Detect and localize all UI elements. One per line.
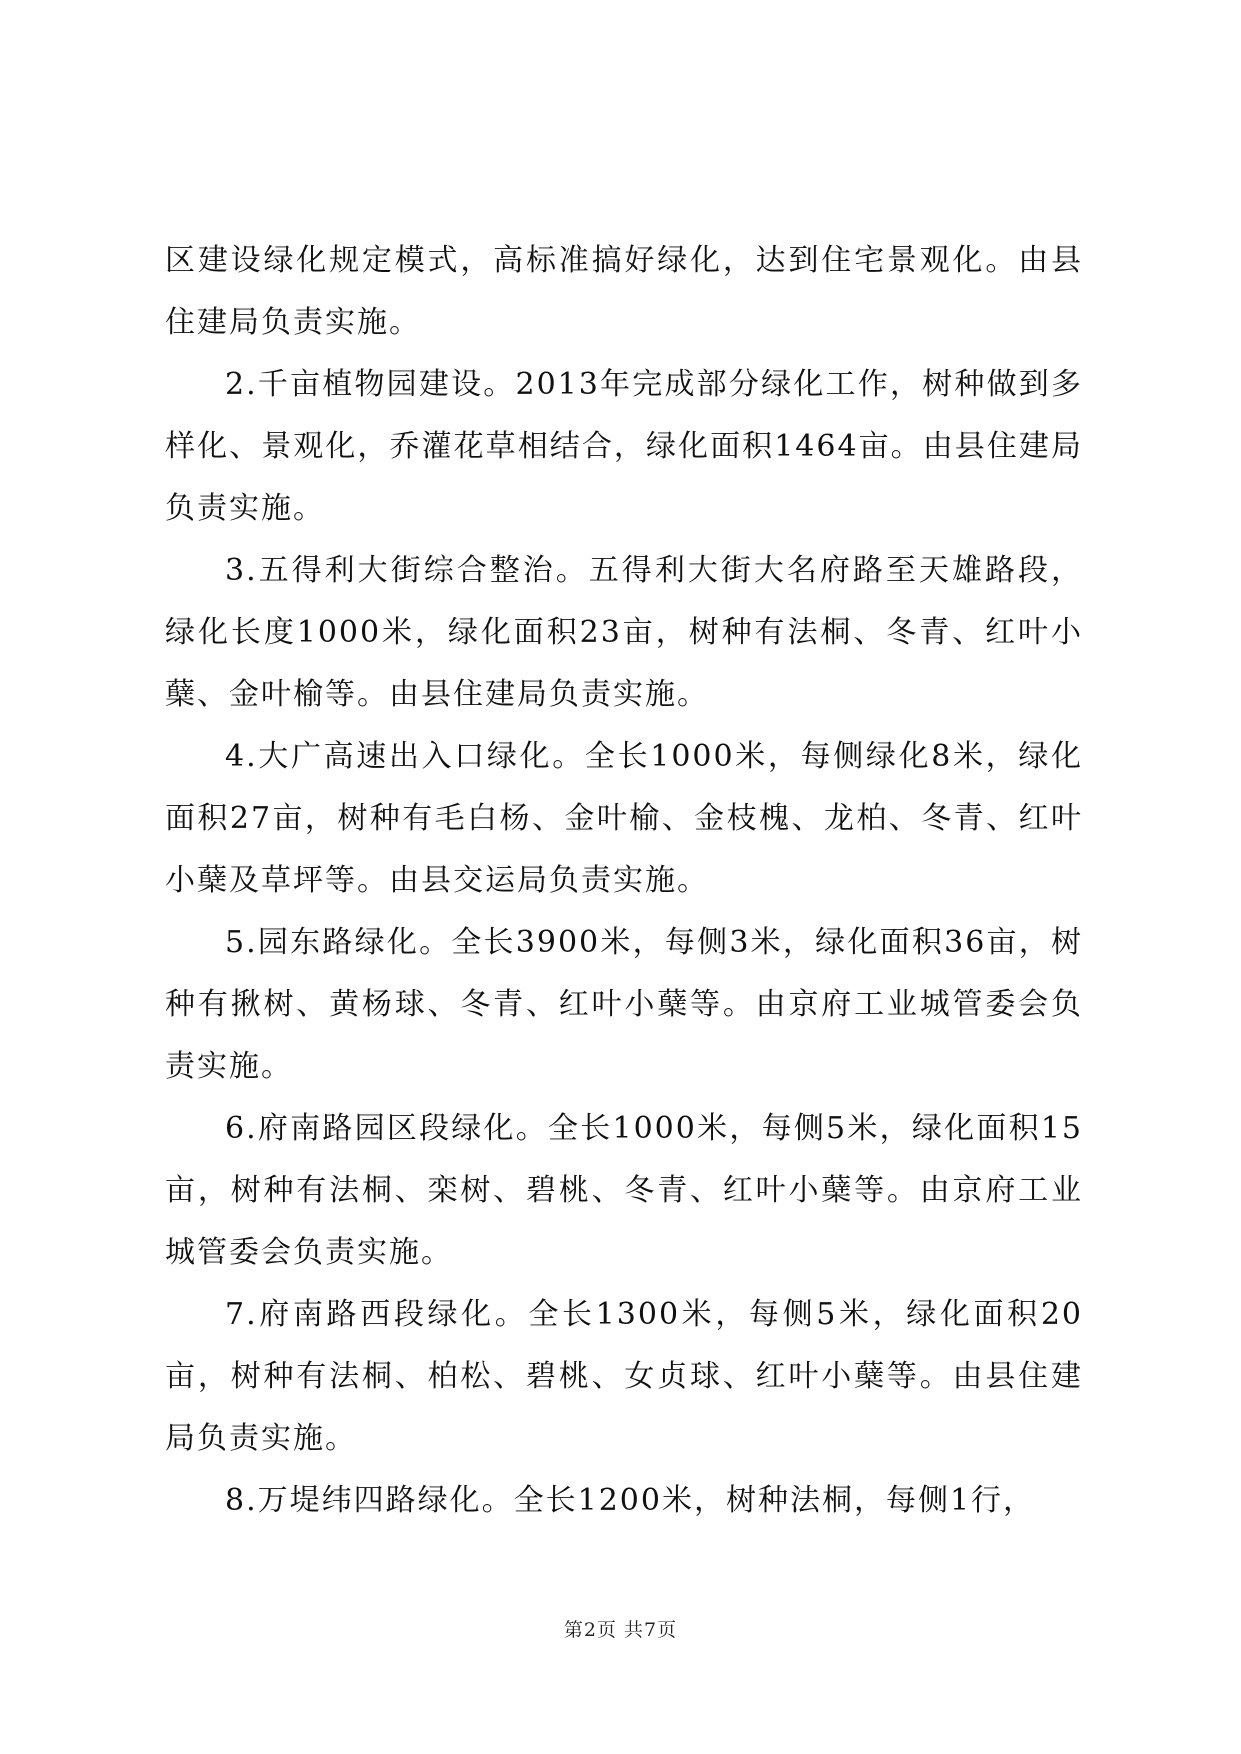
paragraph-continuation: 区建设绿化规定模式，高标准搞好绿化，达到住宅景观化。由县住建局负责实施。	[165, 243, 1083, 340]
page-number-footer: 第2页 共7页	[563, 1619, 678, 1641]
paragraph-item-7: 7.府南路西段绿化。全长1300米，每侧5米，绿化面积20亩，树种有法桐、柏松、碧桃、女贞球、红叶小蘖等。由县住建局负责实施。	[165, 1297, 1083, 1456]
paragraph-item-2: 2.千亩植物园建设。2013年完成部分绿化工作，树种做到多样化、景观化，乔灌花草相结合，绿化面积1464亩。由县住建局负责实施。	[165, 367, 1083, 526]
paragraph-item-8: 8.万堤纬四路绿化。全长1200米，树种法桐，每侧1行，	[225, 1483, 1036, 1518]
paragraph-item-4: 4.大广高速出入口绿化。全长1000米，每侧绿化8米，绿化面积27亩，树种有毛白杨、金叶榆、金枝槐、龙柏、冬青、红叶小蘖及草坪等。由县交运局负责实施。	[165, 739, 1083, 898]
paragraph-item-5: 5.园东路绿化。全长3900米，每侧3米，绿化面积36亩，树种有揪树、黄杨球、冬青、红叶小蘖等。由京府工业城管委会负责实施。	[165, 925, 1083, 1084]
document-body	[165, 230, 1083, 1532]
paragraph-item-6: 6.府南路园区段绿化。全长1000米，每侧5米，绿化面积15亩，树种有法桐、栾树、碧桃、冬青、红叶小蘖等。由京府工业城管委会负责实施。	[165, 1111, 1083, 1270]
paragraph-item-3: 3.五得利大街综合整治。五得利大街大名府路至天雄路段，绿化长度1000米，绿化面积23亩，树种有法桐、冬青、红叶小蘖、金叶榆等。由县住建局负责实施。	[165, 553, 1083, 712]
